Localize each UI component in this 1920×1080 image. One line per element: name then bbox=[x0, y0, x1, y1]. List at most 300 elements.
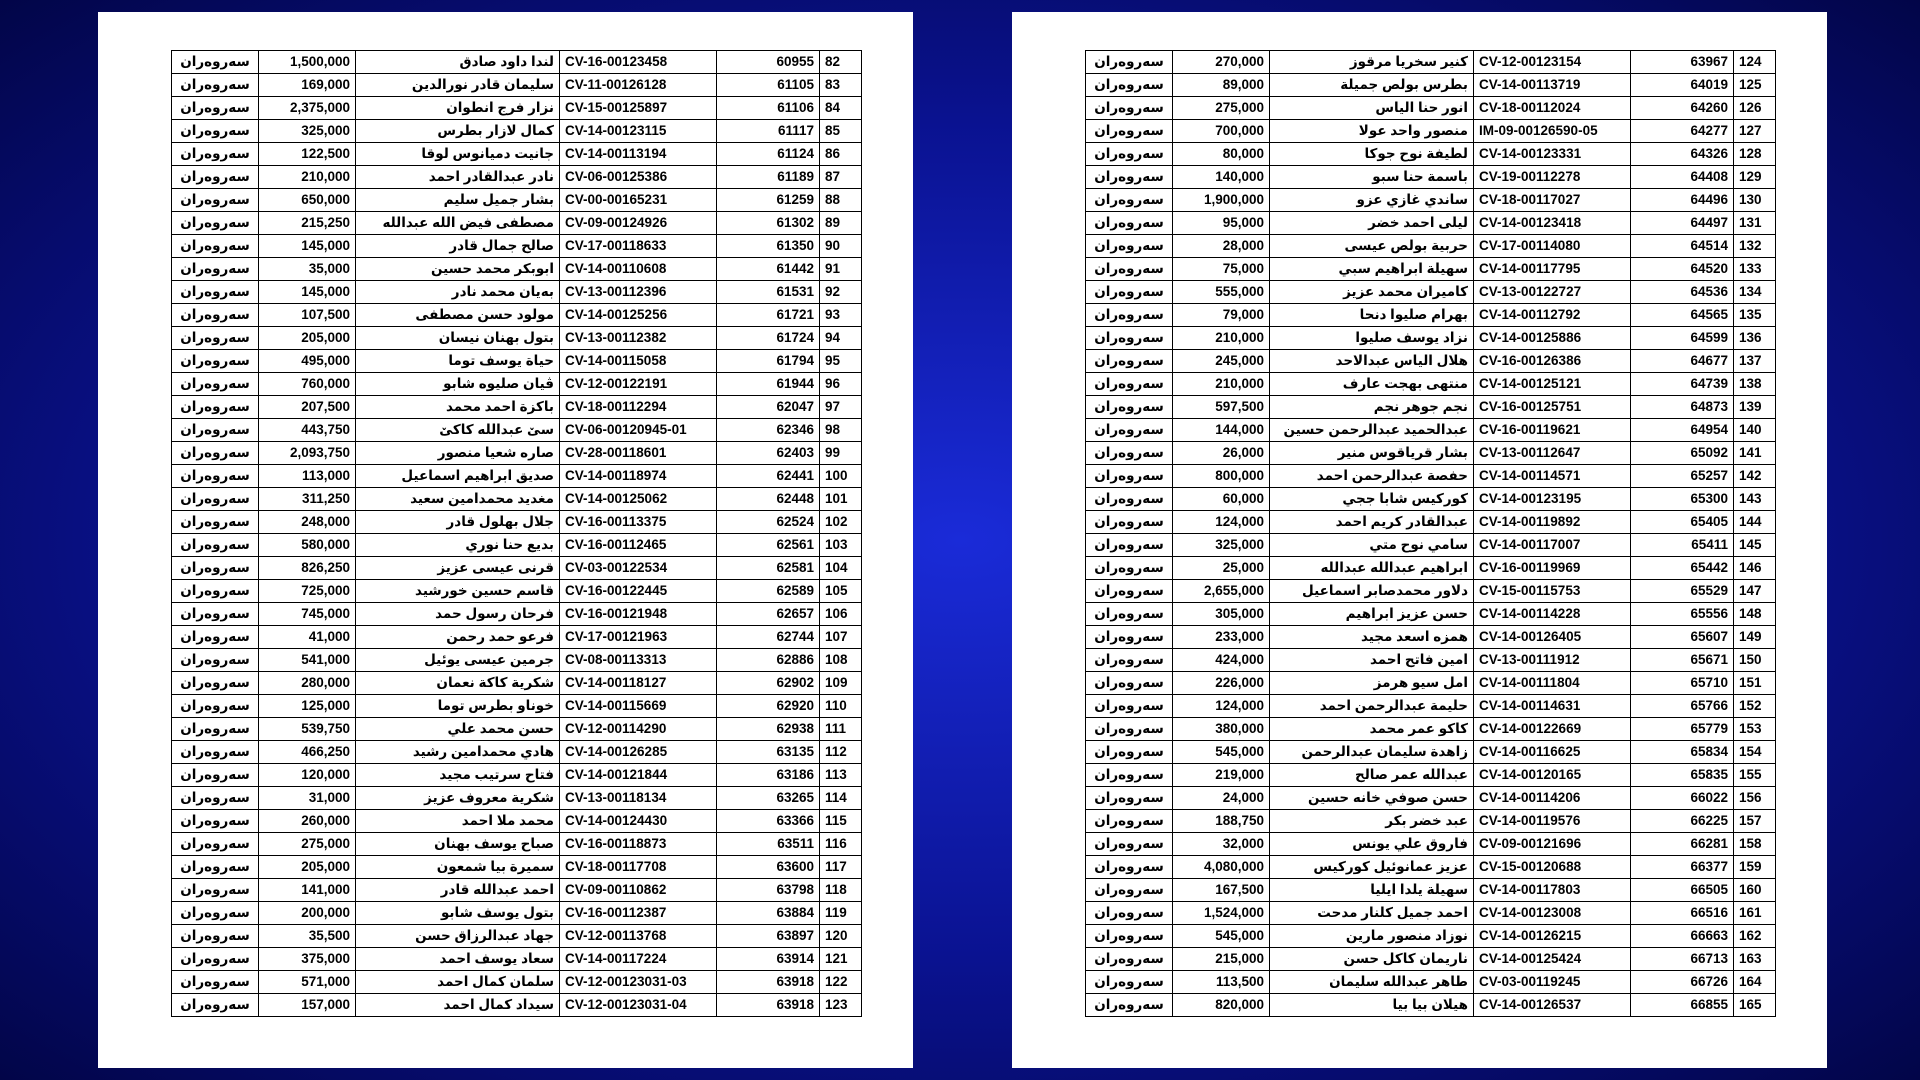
amount-cell: 219,000 bbox=[1173, 764, 1270, 787]
amount-cell: 700,000 bbox=[1173, 120, 1270, 143]
currency-cell: سەروەران bbox=[1086, 51, 1173, 74]
row-number-cell: 112 bbox=[820, 741, 862, 764]
amount-cell: 140,000 bbox=[1173, 166, 1270, 189]
amount-cell: 157,000 bbox=[259, 994, 356, 1017]
table-row bbox=[1086, 695, 1776, 718]
code-cell: CV-12-00123154 bbox=[1474, 51, 1631, 74]
row-number-cell: 139 bbox=[1734, 396, 1776, 419]
name-cell: ابراهيم عبدالله عبدالله bbox=[1270, 557, 1474, 580]
table-row bbox=[172, 856, 862, 879]
code-cell: CV-17-00114080 bbox=[1474, 235, 1631, 258]
id-cell: 62047 bbox=[717, 396, 820, 419]
row-number-cell: 148 bbox=[1734, 603, 1776, 626]
code-cell: CV-16-00122445 bbox=[560, 580, 717, 603]
code-cell: CV-14-00117224 bbox=[560, 948, 717, 971]
currency-cell: سەروەران bbox=[1086, 258, 1173, 281]
table-row bbox=[172, 948, 862, 971]
name-cell: نجم جوهر نجم bbox=[1270, 396, 1474, 419]
row-number-cell: 163 bbox=[1734, 948, 1776, 971]
code-cell: CV-14-00114228 bbox=[1474, 603, 1631, 626]
amount-cell: 800,000 bbox=[1173, 465, 1270, 488]
amount-cell: 79,000 bbox=[1173, 304, 1270, 327]
currency-cell: سەروەران bbox=[1086, 235, 1173, 258]
amount-cell: 124,000 bbox=[1173, 511, 1270, 534]
amount-cell: 745,000 bbox=[259, 603, 356, 626]
row-number-cell: 165 bbox=[1734, 994, 1776, 1017]
currency-cell: سەروەران bbox=[1086, 856, 1173, 879]
id-cell: 64260 bbox=[1631, 97, 1734, 120]
amount-cell: 1,900,000 bbox=[1173, 189, 1270, 212]
currency-cell: سەروەران bbox=[1086, 327, 1173, 350]
currency-cell: سەروەران bbox=[1086, 695, 1173, 718]
code-cell: CV-16-00125751 bbox=[1474, 396, 1631, 419]
row-number-cell: 123 bbox=[820, 994, 862, 1017]
code-cell: CV-14-00119576 bbox=[1474, 810, 1631, 833]
table-row bbox=[172, 695, 862, 718]
currency-cell: سەروەران bbox=[1086, 281, 1173, 304]
row-number-cell: 118 bbox=[820, 879, 862, 902]
name-cell: قاسم حسين خورشيد bbox=[356, 580, 560, 603]
amount-cell: 35,500 bbox=[259, 925, 356, 948]
name-cell: جانيت دميانوس لوقا bbox=[356, 143, 560, 166]
name-cell: حياة يوسف توما bbox=[356, 350, 560, 373]
amount-cell: 80,000 bbox=[1173, 143, 1270, 166]
row-number-cell: 117 bbox=[820, 856, 862, 879]
amount-cell: 200,000 bbox=[259, 902, 356, 925]
currency-cell: سەروەران bbox=[172, 971, 259, 994]
table-row bbox=[172, 902, 862, 925]
code-cell: CV-12-00123031-03 bbox=[560, 971, 717, 994]
id-cell: 60955 bbox=[717, 51, 820, 74]
table-row bbox=[1086, 833, 1776, 856]
table-row bbox=[1086, 511, 1776, 534]
code-cell: CV-14-00111804 bbox=[1474, 672, 1631, 695]
code-cell: CV-15-00125897 bbox=[560, 97, 717, 120]
table-row bbox=[1086, 143, 1776, 166]
row-number-cell: 114 bbox=[820, 787, 862, 810]
name-cell: بطرس بولص جميلة bbox=[1270, 74, 1474, 97]
table-row bbox=[1086, 925, 1776, 948]
amount-cell: 233,000 bbox=[1173, 626, 1270, 649]
code-cell: CV-16-00112465 bbox=[560, 534, 717, 557]
row-number-cell: 97 bbox=[820, 396, 862, 419]
id-cell: 65556 bbox=[1631, 603, 1734, 626]
currency-cell: سەروەران bbox=[172, 902, 259, 925]
code-cell: CV-14-00112792 bbox=[1474, 304, 1631, 327]
id-cell: 63798 bbox=[717, 879, 820, 902]
currency-cell: سەروەران bbox=[172, 488, 259, 511]
amount-cell: 2,655,000 bbox=[1173, 580, 1270, 603]
code-cell: CV-14-00116625 bbox=[1474, 741, 1631, 764]
currency-cell: سەروەران bbox=[172, 442, 259, 465]
row-number-cell: 133 bbox=[1734, 258, 1776, 281]
row-number-cell: 85 bbox=[820, 120, 862, 143]
table-row bbox=[1086, 741, 1776, 764]
currency-cell: سەروەران bbox=[172, 695, 259, 718]
table-row bbox=[172, 879, 862, 902]
table-row bbox=[172, 235, 862, 258]
currency-cell: سەروەران bbox=[1086, 764, 1173, 787]
name-cell: كنير سخريا مرقوز bbox=[1270, 51, 1474, 74]
amount-cell: 1,500,000 bbox=[259, 51, 356, 74]
row-number-cell: 108 bbox=[820, 649, 862, 672]
row-number-cell: 138 bbox=[1734, 373, 1776, 396]
currency-cell: سەروەران bbox=[1086, 304, 1173, 327]
name-cell: فرعو حمد رحمن bbox=[356, 626, 560, 649]
row-number-cell: 126 bbox=[1734, 97, 1776, 120]
amount-cell: 4,080,000 bbox=[1173, 856, 1270, 879]
id-cell: 63186 bbox=[717, 764, 820, 787]
code-cell: CV-08-00113313 bbox=[560, 649, 717, 672]
row-number-cell: 143 bbox=[1734, 488, 1776, 511]
currency-cell: سەروەران bbox=[172, 74, 259, 97]
id-cell: 61124 bbox=[717, 143, 820, 166]
table-row bbox=[1086, 350, 1776, 373]
id-cell: 65300 bbox=[1631, 488, 1734, 511]
currency-cell: سەروەران bbox=[1086, 948, 1173, 971]
code-cell: CV-14-00118974 bbox=[560, 465, 717, 488]
currency-cell: سەروەران bbox=[172, 580, 259, 603]
code-cell: CV-11-00126128 bbox=[560, 74, 717, 97]
roster-table-left bbox=[171, 50, 862, 1017]
id-cell: 64408 bbox=[1631, 166, 1734, 189]
id-cell: 62403 bbox=[717, 442, 820, 465]
id-cell: 61259 bbox=[717, 189, 820, 212]
currency-cell: سەروەران bbox=[172, 258, 259, 281]
row-number-cell: 111 bbox=[820, 718, 862, 741]
currency-cell: سەروەران bbox=[1086, 557, 1173, 580]
currency-cell: سەروەران bbox=[172, 787, 259, 810]
row-number-cell: 96 bbox=[820, 373, 862, 396]
id-cell: 62902 bbox=[717, 672, 820, 695]
id-cell: 65671 bbox=[1631, 649, 1734, 672]
id-cell: 63265 bbox=[717, 787, 820, 810]
name-cell: سميرة بيا شمعون bbox=[356, 856, 560, 879]
code-cell: CV-03-00119245 bbox=[1474, 971, 1631, 994]
row-number-cell: 132 bbox=[1734, 235, 1776, 258]
amount-cell: 24,000 bbox=[1173, 787, 1270, 810]
row-number-cell: 102 bbox=[820, 511, 862, 534]
id-cell: 64739 bbox=[1631, 373, 1734, 396]
row-number-cell: 152 bbox=[1734, 695, 1776, 718]
currency-cell: سەروەران bbox=[172, 350, 259, 373]
currency-cell: سەروەران bbox=[172, 649, 259, 672]
name-cell: ڤيان صليوه شابو bbox=[356, 373, 560, 396]
id-cell: 64565 bbox=[1631, 304, 1734, 327]
table-row bbox=[1086, 442, 1776, 465]
table-row bbox=[172, 396, 862, 419]
row-number-cell: 145 bbox=[1734, 534, 1776, 557]
table-row bbox=[172, 97, 862, 120]
amount-cell: 597,500 bbox=[1173, 396, 1270, 419]
id-cell: 65529 bbox=[1631, 580, 1734, 603]
amount-cell: 311,250 bbox=[259, 488, 356, 511]
currency-cell: سەروەران bbox=[172, 327, 259, 350]
amount-cell: 280,000 bbox=[259, 672, 356, 695]
currency-cell: سەروەران bbox=[172, 741, 259, 764]
table-row bbox=[172, 718, 862, 741]
code-cell: CV-16-00126386 bbox=[1474, 350, 1631, 373]
table-row bbox=[1086, 649, 1776, 672]
id-cell: 66516 bbox=[1631, 902, 1734, 925]
amount-cell: 205,000 bbox=[259, 856, 356, 879]
id-cell: 65411 bbox=[1631, 534, 1734, 557]
id-cell: 62920 bbox=[717, 695, 820, 718]
amount-cell: 215,250 bbox=[259, 212, 356, 235]
row-number-cell: 137 bbox=[1734, 350, 1776, 373]
table-row bbox=[172, 672, 862, 695]
row-number-cell: 82 bbox=[820, 51, 862, 74]
table-row bbox=[172, 327, 862, 350]
row-number-cell: 153 bbox=[1734, 718, 1776, 741]
row-number-cell: 87 bbox=[820, 166, 862, 189]
code-cell: CV-03-00122534 bbox=[560, 557, 717, 580]
name-cell: ساندي غازي عزو bbox=[1270, 189, 1474, 212]
table-row bbox=[172, 488, 862, 511]
amount-cell: 725,000 bbox=[259, 580, 356, 603]
table-row bbox=[172, 603, 862, 626]
code-cell: CV-18-00117708 bbox=[560, 856, 717, 879]
currency-cell: سەروەران bbox=[1086, 971, 1173, 994]
row-number-cell: 109 bbox=[820, 672, 862, 695]
code-cell: CV-14-00117803 bbox=[1474, 879, 1631, 902]
id-cell: 62886 bbox=[717, 649, 820, 672]
table-row bbox=[1086, 902, 1776, 925]
row-number-cell: 124 bbox=[1734, 51, 1776, 74]
amount-cell: 275,000 bbox=[1173, 97, 1270, 120]
id-cell: 64677 bbox=[1631, 350, 1734, 373]
id-cell: 66726 bbox=[1631, 971, 1734, 994]
name-cell: جلال بهلول قادر bbox=[356, 511, 560, 534]
id-cell: 65405 bbox=[1631, 511, 1734, 534]
id-cell: 61721 bbox=[717, 304, 820, 327]
name-cell: منصور واحد عولا bbox=[1270, 120, 1474, 143]
row-number-cell: 136 bbox=[1734, 327, 1776, 350]
table-row bbox=[172, 120, 862, 143]
id-cell: 63967 bbox=[1631, 51, 1734, 74]
amount-cell: 60,000 bbox=[1173, 488, 1270, 511]
table-row bbox=[172, 971, 862, 994]
row-number-cell: 131 bbox=[1734, 212, 1776, 235]
code-cell: CV-16-00113375 bbox=[560, 511, 717, 534]
id-cell: 61105 bbox=[717, 74, 820, 97]
name-cell: سێ عبدالله كاكێ bbox=[356, 419, 560, 442]
currency-cell: سەروەران bbox=[1086, 189, 1173, 212]
id-cell: 62938 bbox=[717, 718, 820, 741]
name-cell: مولود حسن مصطفى bbox=[356, 304, 560, 327]
currency-cell: سەروەران bbox=[172, 419, 259, 442]
id-cell: 62589 bbox=[717, 580, 820, 603]
name-cell: دلاور محمدصابر اسماعيل bbox=[1270, 580, 1474, 603]
row-number-cell: 120 bbox=[820, 925, 862, 948]
name-cell: حفصة عبدالرحمن احمد bbox=[1270, 465, 1474, 488]
row-number-cell: 90 bbox=[820, 235, 862, 258]
amount-cell: 539,750 bbox=[259, 718, 356, 741]
currency-cell: سەروەران bbox=[1086, 212, 1173, 235]
code-cell: CV-19-00112278 bbox=[1474, 166, 1631, 189]
name-cell: عبدالقادر كريم احمد bbox=[1270, 511, 1474, 534]
amount-cell: 75,000 bbox=[1173, 258, 1270, 281]
table-row bbox=[172, 580, 862, 603]
code-cell: CV-12-00114290 bbox=[560, 718, 717, 741]
table-row bbox=[1086, 810, 1776, 833]
amount-cell: 1,524,000 bbox=[1173, 902, 1270, 925]
amount-cell: 215,000 bbox=[1173, 948, 1270, 971]
code-cell: CV-14-00125062 bbox=[560, 488, 717, 511]
row-number-cell: 151 bbox=[1734, 672, 1776, 695]
amount-cell: 545,000 bbox=[1173, 741, 1270, 764]
code-cell: CV-14-00122669 bbox=[1474, 718, 1631, 741]
id-cell: 64536 bbox=[1631, 281, 1734, 304]
code-cell: CV-16-00119969 bbox=[1474, 557, 1631, 580]
table-row bbox=[1086, 97, 1776, 120]
id-cell: 61106 bbox=[717, 97, 820, 120]
currency-cell: سەروەران bbox=[1086, 534, 1173, 557]
amount-cell: 245,000 bbox=[1173, 350, 1270, 373]
row-number-cell: 110 bbox=[820, 695, 862, 718]
amount-cell: 25,000 bbox=[1173, 557, 1270, 580]
code-cell: CV-16-00121948 bbox=[560, 603, 717, 626]
id-cell: 62524 bbox=[717, 511, 820, 534]
table-row bbox=[172, 212, 862, 235]
table-row bbox=[1086, 718, 1776, 741]
table-row bbox=[172, 74, 862, 97]
currency-cell: سەروەران bbox=[1086, 580, 1173, 603]
currency-cell: سەروەران bbox=[1086, 350, 1173, 373]
name-cell: عبدالله عمر صالح bbox=[1270, 764, 1474, 787]
amount-cell: 248,000 bbox=[259, 511, 356, 534]
row-number-cell: 86 bbox=[820, 143, 862, 166]
row-number-cell: 105 bbox=[820, 580, 862, 603]
row-number-cell: 147 bbox=[1734, 580, 1776, 603]
currency-cell: سەروەران bbox=[1086, 626, 1173, 649]
amount-cell: 380,000 bbox=[1173, 718, 1270, 741]
amount-cell: 275,000 bbox=[259, 833, 356, 856]
name-cell: صاره شعيا منصور bbox=[356, 442, 560, 465]
amount-cell: 144,000 bbox=[1173, 419, 1270, 442]
currency-cell: سەروەران bbox=[172, 51, 259, 74]
table-row bbox=[1086, 971, 1776, 994]
row-number-cell: 141 bbox=[1734, 442, 1776, 465]
code-cell: CV-14-00125256 bbox=[560, 304, 717, 327]
currency-cell: سەروەران bbox=[172, 189, 259, 212]
name-cell: بديع حنا نوري bbox=[356, 534, 560, 557]
currency-cell: سەروەران bbox=[1086, 373, 1173, 396]
id-cell: 62448 bbox=[717, 488, 820, 511]
code-cell: CV-17-00121963 bbox=[560, 626, 717, 649]
name-cell: همزه اسعد مجيد bbox=[1270, 626, 1474, 649]
code-cell: CV-06-00125386 bbox=[560, 166, 717, 189]
currency-cell: سەروەران bbox=[172, 304, 259, 327]
code-cell: CV-14-00124430 bbox=[560, 810, 717, 833]
table-row bbox=[172, 465, 862, 488]
currency-cell: سەروەران bbox=[172, 879, 259, 902]
id-cell: 63914 bbox=[717, 948, 820, 971]
currency-cell: سەروەران bbox=[172, 235, 259, 258]
row-number-cell: 101 bbox=[820, 488, 862, 511]
amount-cell: 555,000 bbox=[1173, 281, 1270, 304]
code-cell: CV-18-00117027 bbox=[1474, 189, 1631, 212]
name-cell: عبدالحميد عبدالرحمن حسين bbox=[1270, 419, 1474, 442]
row-number-cell: 103 bbox=[820, 534, 862, 557]
currency-cell: سەروەران bbox=[1086, 442, 1173, 465]
code-cell: CV-14-00120165 bbox=[1474, 764, 1631, 787]
row-number-cell: 158 bbox=[1734, 833, 1776, 856]
id-cell: 64873 bbox=[1631, 396, 1734, 419]
table-row bbox=[172, 741, 862, 764]
id-cell: 61302 bbox=[717, 212, 820, 235]
amount-cell: 107,500 bbox=[259, 304, 356, 327]
row-number-cell: 104 bbox=[820, 557, 862, 580]
name-cell: سلمان كمال احمد bbox=[356, 971, 560, 994]
table-row bbox=[1086, 994, 1776, 1017]
id-cell: 64599 bbox=[1631, 327, 1734, 350]
currency-cell: سەروەران bbox=[1086, 603, 1173, 626]
amount-cell: 375,000 bbox=[259, 948, 356, 971]
currency-cell: سەروەران bbox=[1086, 672, 1173, 695]
currency-cell: سەروەران bbox=[172, 672, 259, 695]
id-cell: 63918 bbox=[717, 971, 820, 994]
currency-cell: سەروەران bbox=[1086, 419, 1173, 442]
id-cell: 61724 bbox=[717, 327, 820, 350]
amount-cell: 443,750 bbox=[259, 419, 356, 442]
currency-cell: سەروەران bbox=[1086, 511, 1173, 534]
amount-cell: 122,500 bbox=[259, 143, 356, 166]
table-row bbox=[1086, 764, 1776, 787]
code-cell: CV-14-00123331 bbox=[1474, 143, 1631, 166]
code-cell: CV-00-00165231 bbox=[560, 189, 717, 212]
row-number-cell: 146 bbox=[1734, 557, 1776, 580]
table-row bbox=[172, 442, 862, 465]
table-row bbox=[1086, 396, 1776, 419]
table-row bbox=[172, 258, 862, 281]
name-cell: بشار جميل سليم bbox=[356, 189, 560, 212]
code-cell: CV-14-00126537 bbox=[1474, 994, 1631, 1017]
id-cell: 66377 bbox=[1631, 856, 1734, 879]
name-cell: ليلى احمد خضر bbox=[1270, 212, 1474, 235]
table-row bbox=[1086, 626, 1776, 649]
name-cell: كاكو عمر محمد bbox=[1270, 718, 1474, 741]
name-cell: سهيلة يلدا ايليا bbox=[1270, 879, 1474, 902]
code-cell: CV-14-00113194 bbox=[560, 143, 717, 166]
row-number-cell: 98 bbox=[820, 419, 862, 442]
name-cell: محمد ملا احمد bbox=[356, 810, 560, 833]
id-cell: 64277 bbox=[1631, 120, 1734, 143]
row-number-cell: 115 bbox=[820, 810, 862, 833]
table-row bbox=[172, 649, 862, 672]
code-cell: CV-12-00122191 bbox=[560, 373, 717, 396]
row-number-cell: 125 bbox=[1734, 74, 1776, 97]
name-cell: جرمين عيسى يوئيل bbox=[356, 649, 560, 672]
name-cell: فرحان رسول حمد bbox=[356, 603, 560, 626]
id-cell: 65607 bbox=[1631, 626, 1734, 649]
table-row bbox=[1086, 189, 1776, 212]
name-cell: احمد جميل كلنار مدحت bbox=[1270, 902, 1474, 925]
amount-cell: 89,000 bbox=[1173, 74, 1270, 97]
table-row bbox=[1086, 51, 1776, 74]
row-number-cell: 164 bbox=[1734, 971, 1776, 994]
name-cell: سامي نوح متي bbox=[1270, 534, 1474, 557]
name-cell: فتاح سرتيب مجيد bbox=[356, 764, 560, 787]
name-cell: سيداد كمال احمد bbox=[356, 994, 560, 1017]
name-cell: بهرام صليوا دنحا bbox=[1270, 304, 1474, 327]
row-number-cell: 119 bbox=[820, 902, 862, 925]
code-cell: CV-14-00126405 bbox=[1474, 626, 1631, 649]
name-cell: انور حنا الياس bbox=[1270, 97, 1474, 120]
currency-cell: سەروەران bbox=[172, 925, 259, 948]
code-cell: CV-13-00118134 bbox=[560, 787, 717, 810]
id-cell: 66225 bbox=[1631, 810, 1734, 833]
